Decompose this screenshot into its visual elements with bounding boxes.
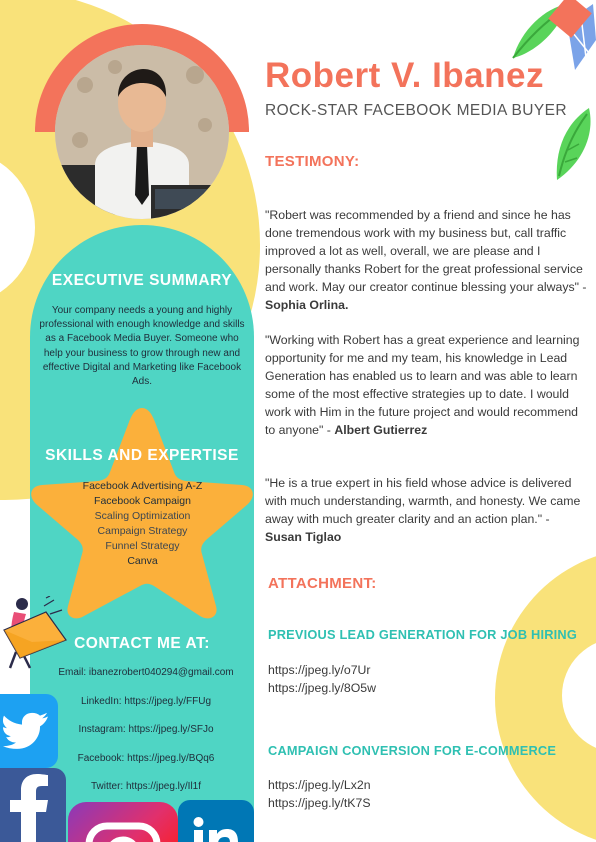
attachment-group-title: CAMPAIGN CONVERSION FOR E-COMMERCE xyxy=(268,743,557,758)
facebook-button[interactable] xyxy=(0,768,66,842)
executive-summary-heading: EXECUTIVE SUMMARY xyxy=(51,272,233,289)
twitter-icon xyxy=(3,712,49,750)
skill-item: Facebook Advertising A-Z xyxy=(82,480,203,492)
contact-heading: CONTACT ME AT: xyxy=(74,635,210,652)
linkedin-icon xyxy=(186,808,246,842)
skill-item: Funnel Strategy xyxy=(105,540,180,552)
testimony-heading: TESTIMONY: xyxy=(265,153,360,170)
profile-photo xyxy=(55,45,229,219)
skill-item: Canva xyxy=(127,555,158,567)
attachment-link[interactable]: https://jpeg.ly/Lx2n xyxy=(268,778,371,792)
skill-item: Scaling Optimization xyxy=(94,510,191,522)
testimony-author: Albert Gutierrez xyxy=(334,423,428,437)
candidate-name: Robert V. Ibanez xyxy=(265,56,544,95)
attachment-heading: ATTACHMENT: xyxy=(268,575,377,592)
attachment-link[interactable]: https://jpeg.ly/tK7S xyxy=(268,796,371,810)
skill-item: Facebook Campaign xyxy=(94,495,191,507)
testimony-author: Susan Tiglao xyxy=(265,530,342,544)
megaphone-illustration xyxy=(0,596,70,672)
instagram-icon xyxy=(83,810,163,842)
attachment-link[interactable]: https://jpeg.ly/o7Ur xyxy=(268,663,371,677)
testimony-quote: "Robert was recommended by a friend and since he has done tremendous work with my business but, call traffic improved a lot as well, overall, we are please and I personally thanks Robert for the great professional service and work. May our creator continue blessing your always" - xyxy=(265,208,587,294)
testimony-item xyxy=(265,331,587,439)
contact-instagram[interactable]: Instagram: https://jpeg.ly/SFJo xyxy=(78,724,214,735)
testimony-quote: "He is a true expert in his field whose advice is delivered with much understanding, warmth, and honesty. We came away with much greater clarity and an action plan." - xyxy=(265,476,581,526)
candidate-title: ROCK-STAR FACEBOOK MEDIA BUYER xyxy=(265,102,567,119)
testimony-item xyxy=(265,474,587,546)
attachment-link[interactable]: https://jpeg.ly/8O5w xyxy=(268,681,376,695)
executive-summary-text: Your company needs a young and highly professional with enough knowledge and skills as a Facebook Media Buyer. Someone who help your business to grow through new and effective Digital and Marketing like Facebook Ads. xyxy=(39,305,245,388)
testimony-quote: "Working with Robert has a great experience and learning opportunity for me and my team, his knowledge in Lead Generation has enabled us to learn and was able to learn some of the most effective strategies up to date. I would work with Him in the future project and would recommend to anyone" - xyxy=(265,333,580,437)
linkedin-button[interactable] xyxy=(178,800,254,842)
facebook-icon xyxy=(10,774,50,842)
contact-facebook[interactable]: Facebook: https://jpeg.ly/BQq6 xyxy=(77,753,215,764)
attachment-group-title: PREVIOUS LEAD GENERATION FOR JOB HIRING xyxy=(268,627,578,642)
skill-item: Campaign Strategy xyxy=(97,525,188,537)
contact-email[interactable]: Email: ibanezrobert040294@gmail.com xyxy=(58,667,234,678)
skills-heading: SKILLS AND EXPERTISE xyxy=(45,447,239,464)
instagram-button[interactable] xyxy=(68,802,178,842)
avatar xyxy=(55,45,229,219)
twitter-button[interactable] xyxy=(0,694,58,768)
contact-twitter[interactable]: Twitter: https://jpeg.ly/Il1f xyxy=(90,781,202,792)
testimony-item xyxy=(265,206,587,314)
testimony-author: Sophia Orlina. xyxy=(265,298,349,312)
contact-linkedin[interactable]: LinkedIn: https://jpeg.ly/FFUg xyxy=(80,696,212,707)
skills-list xyxy=(60,479,225,569)
